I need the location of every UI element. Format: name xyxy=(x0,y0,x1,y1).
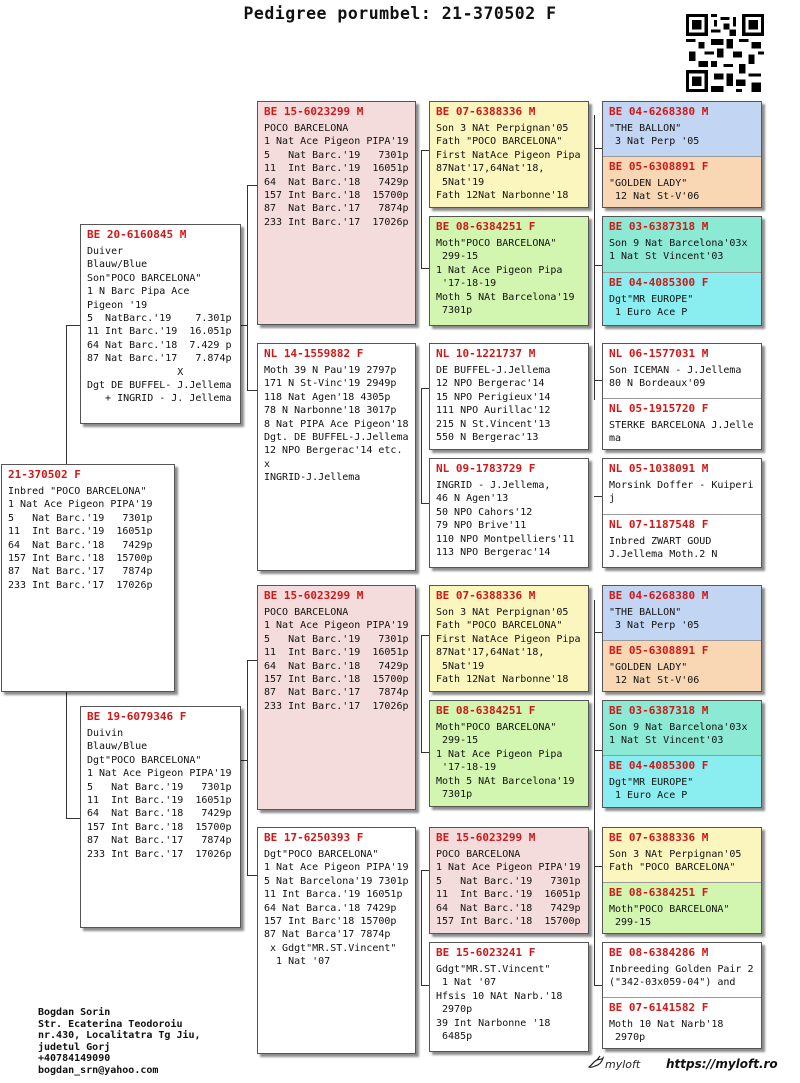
gen4-ring: NL 07-1187548 F xyxy=(609,518,709,531)
gen4-desc: Moth 10 Nat Narb'18 2970p xyxy=(609,1019,724,1044)
connector xyxy=(247,185,257,186)
gen4-desc: "GOLDEN LADY" 12 Nat St-V'06 xyxy=(609,178,700,203)
gen4-desc: Moth"POCO BARCELONA" 299-15 xyxy=(609,904,730,929)
connector xyxy=(594,985,602,986)
connector xyxy=(66,325,67,468)
connector xyxy=(421,635,422,752)
granddam-maternal-card[interactable] xyxy=(257,827,416,1054)
gen4-ring: NL 05-1038091 M xyxy=(609,462,709,475)
connector xyxy=(421,388,429,389)
gen3-card-mff[interactable] xyxy=(429,585,589,692)
connector xyxy=(247,875,257,876)
gen2-mm-desc: Dgt"POCO BARCELONA" 1 Nat Ace Pigeon PIPA'19 5 Nat Barcelona'19 7301p 11 Int Barca.'19 16051p 64 Nat Barca.'18 7429p 157 Int Barc'18 15700p 87 Nat Barca'17 7874p x Gdgt"MR.ST.Vincent" 1 Nat '07 xyxy=(264,849,409,968)
gen3-desc: Moth"POCO BARCELONA" 299-15 1 Nat Ace Pigeon Pipa '17-18-19 Moth 5 NAt Barcelona'19 7301p xyxy=(436,722,575,801)
gen3-ring: NL 10-1221737 M xyxy=(436,347,536,360)
gen4-desc: STERKE BARCELONA J.Jelle ma xyxy=(609,420,754,445)
gen4-desc: Dgt"MR EUROPE" 1 Euro Ace P xyxy=(609,777,694,802)
gen4-desc: "THE BALLON" 3 Nat Perp '05 xyxy=(609,607,700,632)
gen3-card-mmf[interactable] xyxy=(429,827,589,934)
gen4-desc: Morsink Doffer - Kuiperi j xyxy=(609,480,754,505)
gen3-ring: NL 09-1783729 F xyxy=(436,462,536,475)
gen4-desc: Dgt"MR EUROPE" 1 Euro Ace P xyxy=(609,294,694,319)
gen3-card-mmm[interactable] xyxy=(429,942,589,1052)
gen3-desc: POCO BARCELONA 1 Nat Ace Pigeon PIPA'19 5 Nat Barc.'19 7301p 11 Int Barc.'19 16051p 64 Nat Barc.'18 7429p 157 Int Barc.'18 15700p xyxy=(436,849,581,928)
gen4-ring: NL 05-1915720 F xyxy=(609,402,709,415)
connector xyxy=(421,985,429,986)
gen3-card-fff[interactable] xyxy=(429,101,589,208)
mother-desc: Duivin Blauw/Blue Dgt"POCO BARCELONA" 1 Nat Ace Pigeon PIPA'19 5 Nat Barc.'19 7301p 11 Int Barc.'19 16051p 64 Nat Barc.'18 7429p 157 Int Barc.'18 15700p 87 Nat Barc.'17 7874p 233 Int Barc.'17 17026p xyxy=(87,728,232,860)
connector xyxy=(594,380,602,381)
gen4-card-8[interactable] xyxy=(602,942,762,1049)
gen4-ring: BE 05-6308891 F xyxy=(609,160,709,173)
gen2-ff-ring: BE 15-6023299 M xyxy=(264,105,364,118)
website-link[interactable]: https://myloft.ro xyxy=(666,1057,778,1071)
qr-code-icon xyxy=(686,14,764,92)
connector xyxy=(247,660,257,661)
mother-card[interactable] xyxy=(80,706,241,928)
gen4-ring: BE 03-6387318 M xyxy=(609,220,709,233)
gen2-ff-desc: POCO BARCELONA 1 Nat Ace Pigeon PIPA'19 5 Nat Barc.'19 7301p 11 Int Barc.'19 16051p 64 Nat Barc.'18 7429p 157 Int Barc.'18 15700p 87 Nat Barc.'17 7874p 233 Int Barc.'17 17026p xyxy=(264,123,409,228)
connector xyxy=(247,660,248,875)
grandsire-paternal-card[interactable] xyxy=(257,101,416,325)
gen4-ring: BE 07-6388336 M xyxy=(609,831,709,844)
gen4-card-4[interactable] xyxy=(602,458,762,568)
mother-ring: BE 19-6079346 F xyxy=(87,710,187,723)
connector xyxy=(421,150,429,151)
gen3-desc: DE BUFFEL-J.Jellema 12 NPO Bergerac'14 15 NPO Perigieux'14 111 NPO Aurillac'12 215 N St.Vincent'13 550 N Bergerac'13 xyxy=(436,365,551,444)
gen3-desc: Son 3 NAt Perpignan'05 Fath "POCO BARCELONA" First NatAce Pigeon Pipa 87Nat'17,64Nat'18, 5Nat'19 Fath 12Nat Narbonne'18 xyxy=(436,123,581,202)
gen3-ring: BE 15-6023299 M xyxy=(436,831,536,844)
gen4-ring: BE 03-6387318 M xyxy=(609,704,709,717)
gen3-card-mfm[interactable] xyxy=(429,700,589,807)
gen4-desc: Son 3 NAt Perpignan'05 Fath "POCO BARCELONA" xyxy=(609,849,742,874)
gen4-ring: BE 04-6268380 M xyxy=(609,589,709,602)
connector xyxy=(421,268,429,269)
gen3-card-fmf[interactable] xyxy=(429,343,589,450)
connector xyxy=(421,150,422,268)
father-card[interactable] xyxy=(80,224,241,424)
connector xyxy=(66,818,80,819)
gen4-card-5[interactable] xyxy=(602,585,762,692)
gen2-mf-ring: BE 15-6023299 M xyxy=(264,589,364,602)
connector xyxy=(594,148,602,149)
subject-card[interactable] xyxy=(1,464,175,692)
gen4-ring: BE 07-6141582 F xyxy=(609,1001,709,1014)
gen3-ring: BE 08-6384251 F xyxy=(436,220,536,233)
gen4-ring: BE 05-6308891 F xyxy=(609,644,709,657)
gen2-mm-ring: BE 17-6250393 F xyxy=(264,831,364,844)
connector xyxy=(66,325,80,326)
connector xyxy=(421,388,422,503)
connector xyxy=(594,750,602,751)
gen4-ring: BE 08-6384251 F xyxy=(609,886,709,899)
grandsire-maternal-card[interactable] xyxy=(257,585,416,810)
connector xyxy=(594,115,595,400)
gen2-fm-ring: NL 14-1559882 F xyxy=(264,347,364,360)
gen3-ring: BE 08-6384251 F xyxy=(436,704,536,717)
gen3-ring: BE 07-6388336 M xyxy=(436,105,536,118)
gen4-desc: "THE BALLON" 3 Nat Perp '05 xyxy=(609,123,700,148)
gen4-desc: Inbreeding Golden Pair 2 ("342-03x059-04") and xyxy=(609,964,754,989)
gen4-card-1[interactable] xyxy=(602,101,762,208)
gen3-card-ffm[interactable] xyxy=(429,216,589,326)
gen3-card-fmm[interactable] xyxy=(429,458,589,568)
father-desc: Duiver Blauw/Blue Son"POCO BARCELONA" 1 N Barc Pipa Ace Pigeon '19 5 NatBarc.'19 7.301p 11 Int Barc.'19 16.051p 64 Nat Barc.'18 7.429 p 87 Nat Barc.'17 7.874p X Dgt DE BUFFEL- J.Jellema + INGRID - J. Jellema xyxy=(87,246,232,405)
father-ring: BE 20-6160845 M xyxy=(87,228,187,241)
connector xyxy=(247,390,257,391)
gen4-card-3[interactable] xyxy=(602,343,762,450)
gen4-ring: BE 04-4085300 F xyxy=(609,276,709,289)
connector xyxy=(421,752,429,753)
gen4-ring: NL 06-1577031 M xyxy=(609,347,709,360)
owner-contact: Bogdan Sorin Str. Ecaterina Teodoroiu nr.430, Localitatra Tg Jiu, judetul Gorj +40784149090 bogdan_srn@yahoo.com xyxy=(38,1007,201,1076)
connector xyxy=(421,635,429,636)
gen4-desc: Son ICEMAN - J.Jellema 80 N Bordeaux'09 xyxy=(609,365,742,390)
gen4-ring: BE 08-6384286 M xyxy=(609,946,709,959)
connector xyxy=(421,503,429,504)
connector xyxy=(594,265,602,266)
gen3-desc: Son 3 NAt Perpignan'05 Fath "POCO BARCELONA" First NatAce Pigeon Pipa 87Nat'17,64Nat'18, 5Nat'19 Fath 12Nat Narbonne'18 xyxy=(436,607,581,686)
gen4-card-6[interactable] xyxy=(602,700,762,808)
subject-desc: Inbred "POCO BARCELONA" 1 Nat Ace Pigeon PIPA'19 5 Nat Barc.'19 7301p 11 Int Barc.'19 16051p 64 Nat Barc.'18 7429p 157 Int Barc.'18 15700p 87 Nat Barc.'17 7874p 233 Int Barc.'17 17026p xyxy=(8,486,153,591)
gen4-ring: BE 04-6268380 M xyxy=(609,105,709,118)
gen4-card-7[interactable] xyxy=(602,827,762,934)
brand-name: myloft xyxy=(605,1058,641,1071)
gen4-ring: BE 04-4085300 F xyxy=(609,759,709,772)
gen3-ring: BE 15-6023241 F xyxy=(436,946,536,959)
connector xyxy=(421,870,429,871)
gen2-fm-desc: Moth 39 N Pau'19 2797p 171 N St-Vinc'19 2949p 118 Nat Agen'18 4305p 78 N Narbonne'18 3017p 8 Nat PIPA Ace Pigeon'18 Dgt. DE BUFFEL-J.Jellema 12 NPO Bergerac'14 etc. x INGRID-J.Jellema xyxy=(264,365,409,484)
gen4-card-2[interactable] xyxy=(602,216,762,326)
connector xyxy=(594,600,595,985)
connector xyxy=(594,866,602,867)
gen4-desc: Inbred ZWART GOUD J.Jellema Moth.2 N xyxy=(609,536,718,561)
granddam-paternal-card[interactable] xyxy=(257,343,416,571)
connector xyxy=(594,496,602,497)
gen4-desc: Son 9 Nat Barcelona'03x 1 Nat St Vincent'03 xyxy=(609,238,748,263)
gen3-ring: BE 07-6388336 M xyxy=(436,589,536,602)
gen4-desc: Son 9 Nat Barcelona'03x 1 Nat St Vincent'03 xyxy=(609,722,748,747)
subject-ring: 21-370502 F xyxy=(8,468,81,481)
gen3-desc: Gdgt"MR.ST.Vincent" 1 Nat '07 Hfsis 10 NAt Narb.'18 2970p 39 Int Narbonne '18 6485p xyxy=(436,964,563,1043)
connector xyxy=(594,632,602,633)
gen3-desc: INGRID - J.Jellema, 46 N Agen'13 50 NPO Cahors'12 79 NPO Brive'11 110 NPO Montpelliers'11 113 NPO Bergerac'14 xyxy=(436,480,575,559)
gen4-desc: "GOLDEN LADY" 12 Nat St-V'06 xyxy=(609,662,700,687)
gen3-desc: Moth"POCO BARCELONA" 299-15 1 Nat Ace Pigeon Pipa '17-18-19 Moth 5 NAt Barcelona'19 7301p xyxy=(436,238,575,317)
connector xyxy=(421,870,422,985)
connector xyxy=(247,185,248,390)
page-title: Pedigree porumbel: 21-370502 F xyxy=(243,4,557,23)
pigeon-logo-icon xyxy=(588,1055,604,1071)
gen2-mf-desc: POCO BARCELONA 1 Nat Ace Pigeon PIPA'19 5 Nat Barc.'19 7301p 11 Int Barc.'19 16051p 64 Nat Barc.'18 7429p 157 Int Barc.'18 15700p 87 Nat Barc.'17 7874p 233 Int Barc.'17 17026p xyxy=(264,607,409,712)
